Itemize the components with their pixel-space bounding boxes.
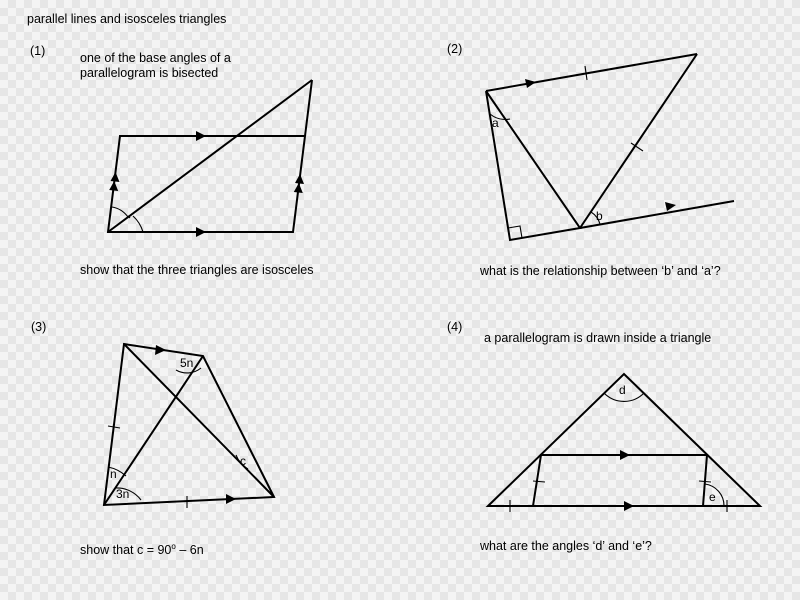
problem-1-number: (1)	[30, 44, 46, 58]
fig4-parallelogram	[533, 455, 707, 506]
fig1-angle-arc-lower	[133, 216, 143, 232]
fig1-bisector	[108, 80, 312, 232]
figure-3	[104, 344, 274, 508]
fig3-angle-label-n: n	[110, 467, 117, 481]
degree-superscript: o	[171, 542, 176, 551]
fig4-angle-label-d: d	[619, 383, 626, 397]
fig4-arrow-bottom	[624, 501, 634, 511]
problem-3-number: (3)	[31, 320, 47, 334]
figure-1	[108, 80, 312, 237]
fig1-angle-arc-upper	[112, 207, 128, 217]
fig1-arrow-top	[196, 131, 206, 141]
fig1-arrow-right-1	[295, 174, 304, 184]
fig3-angle-label-3n: 3n	[116, 487, 130, 501]
problem-3-question-prefix: show that c = 90	[80, 543, 172, 557]
fig3-angle-label-c: c	[240, 454, 246, 468]
fig4-angle-label-e: e	[709, 490, 716, 504]
fig1-arrow-left-2	[109, 181, 118, 191]
fig4-arrow-top	[620, 450, 630, 460]
fig3-angle-label-5n: 5n	[180, 356, 194, 370]
problem-2-question: what is the relationship between ‘b’ and ‘a’?	[480, 264, 721, 278]
figure-2	[486, 54, 734, 240]
fig3-arrow-bottom	[226, 494, 236, 504]
problem-4-number: (4)	[447, 320, 463, 334]
problem-4-intro: a parallelogram is drawn inside a triangle	[484, 331, 712, 345]
fig2-right-triangle	[486, 91, 580, 240]
problem-2-number: (2)	[447, 42, 463, 56]
fig2-angle-label-a: a	[492, 116, 499, 130]
fig3-diagonal-1	[124, 344, 274, 497]
fig1-arrow-left-1	[111, 172, 120, 182]
fig4-tick-left	[533, 481, 545, 482]
problem-3-question-suffix: – 6n	[175, 543, 204, 557]
fig2-extended-line	[580, 201, 734, 228]
problem-4-question: what are the angles ‘d’ and ‘e’?	[480, 539, 652, 553]
fig4-tick-right	[699, 481, 711, 482]
fig1-arrow-right-2	[294, 183, 303, 193]
page-title: parallel lines and isosceles triangles	[27, 12, 227, 26]
problem-1-question: show that the three triangles are isosceles	[80, 263, 314, 277]
fig2-top-side	[486, 54, 697, 91]
problem-1-intro-line2: parallelogram is bisected	[80, 66, 219, 80]
fig1-parallelogram	[108, 136, 305, 232]
fig2-right-side	[580, 54, 697, 228]
figure-4	[488, 374, 760, 512]
fig1-side-extension	[305, 80, 312, 136]
fig2-arrow-bottom	[665, 202, 676, 211]
problem-1-intro-line1: one of the base angles of a	[80, 51, 231, 65]
fig3-arrow-top	[155, 345, 166, 355]
fig2-angle-label-b: b	[596, 209, 603, 223]
fig1-arrow-bottom	[196, 227, 206, 237]
